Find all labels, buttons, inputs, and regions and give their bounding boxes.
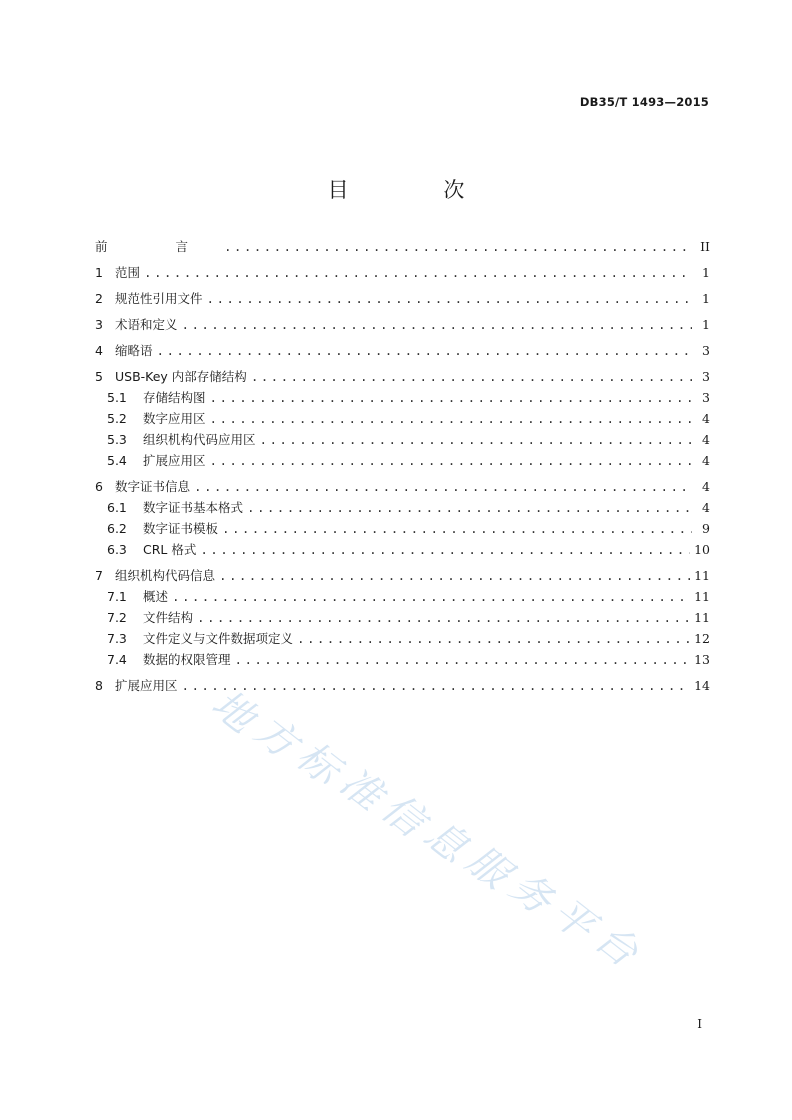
toc-entry-number: 6.3 <box>107 542 127 557</box>
table-of-contents <box>95 236 710 696</box>
toc-entry[interactable] <box>95 565 710 586</box>
toc-dot-leader <box>247 497 692 518</box>
toc-entry-label: 规范性引用文件 <box>115 291 203 306</box>
toc-entry-page: 3 <box>702 343 710 358</box>
toc-entry-label: 数字应用区 <box>143 411 206 426</box>
toc-entry-page: 4 <box>702 411 710 426</box>
toc-entry[interactable] <box>95 476 710 497</box>
toc-entry-page: 9 <box>702 521 710 536</box>
toc-dot-leader <box>210 408 692 429</box>
toc-dot-leader <box>297 628 690 649</box>
toc-dot-leader <box>207 288 692 309</box>
toc-entry-label: 概述 <box>143 589 169 604</box>
toc-entry-label: 术语和定义 <box>115 317 178 332</box>
toc-entry-page: 11 <box>694 589 710 604</box>
toc-dot-leader <box>194 476 692 497</box>
toc-entry-label: 数据的权限管理 <box>143 652 231 667</box>
toc-title: 目 次 <box>327 178 509 202</box>
toc-entry-label: 文件定义与文件数据项定义 <box>143 631 294 646</box>
toc-dot-leader <box>210 450 692 471</box>
toc-entry[interactable] <box>95 586 710 607</box>
toc-entry-label: 缩略语 <box>115 343 153 358</box>
toc-entry-label: 前 言 <box>95 239 220 254</box>
toc-entry-number: 7.2 <box>107 610 127 625</box>
toc-entry[interactable] <box>95 675 710 696</box>
toc-entry-page: 1 <box>702 265 710 280</box>
watermark-char: 台 <box>585 914 646 976</box>
toc-entry[interactable] <box>95 366 710 387</box>
page-number: I <box>697 1017 702 1031</box>
toc-dot-leader <box>235 649 691 670</box>
toc-entry-label: 数字证书信息 <box>115 479 191 494</box>
toc-dot-leader <box>200 539 690 560</box>
watermark-char: 信 <box>372 784 433 846</box>
toc-dot-leader <box>224 236 692 257</box>
toc-entry[interactable] <box>95 429 710 450</box>
toc-entry-page: 1 <box>702 317 710 332</box>
toc-entry-number: 7 <box>95 568 103 583</box>
toc-entry-number: 5.3 <box>107 432 127 447</box>
toc-entry-page: 3 <box>702 369 710 384</box>
toc-entry-label: 组织机构代码信息 <box>115 568 216 583</box>
toc-entry[interactable] <box>95 387 710 408</box>
toc-entry-number: 1 <box>95 265 103 280</box>
toc-entry[interactable] <box>95 518 710 539</box>
toc-entry-number: 4 <box>95 343 103 358</box>
toc-dot-leader <box>144 262 692 283</box>
toc-entry[interactable] <box>95 314 710 335</box>
toc-entry-page: 14 <box>694 678 710 693</box>
toc-entry-label: 扩展应用区 <box>143 453 206 468</box>
toc-entry-page: 11 <box>694 610 710 625</box>
toc-entry-number: 8 <box>95 678 103 693</box>
watermark-char: 服 <box>457 836 518 898</box>
toc-entry-label: 存储结构图 <box>143 390 206 405</box>
toc-entry[interactable] <box>95 262 710 283</box>
watermark-char: 地 <box>202 680 263 742</box>
standard-code: DB35/T 1493—2015 <box>579 95 709 109</box>
watermark-char: 息 <box>415 810 476 872</box>
toc-entry-page: 4 <box>702 453 710 468</box>
watermark-char: 准 <box>330 758 391 820</box>
toc-dot-leader <box>219 565 690 586</box>
toc-dot-leader <box>172 586 690 607</box>
toc-entry-page: 12 <box>694 631 710 646</box>
toc-entry-label: USB-Key 内部存储结构 <box>115 369 247 384</box>
toc-entry-page: 10 <box>694 542 710 557</box>
toc-entry-label: 范围 <box>115 265 141 280</box>
watermark-char: 平 <box>542 888 603 950</box>
toc-entry-page: 3 <box>702 390 710 405</box>
toc-entry-label: 数字证书基本格式 <box>143 500 244 515</box>
toc-dot-leader <box>251 366 692 387</box>
toc-entry-label: 数字证书模板 <box>143 521 219 536</box>
toc-entry-page: 11 <box>694 568 710 583</box>
toc-entry[interactable] <box>95 649 710 670</box>
toc-entry-number: 6.1 <box>107 500 127 515</box>
toc-entry[interactable] <box>95 628 710 649</box>
watermark-char: 标 <box>287 732 348 794</box>
toc-entry-page: 13 <box>694 652 710 667</box>
toc-entry[interactable] <box>95 236 710 257</box>
toc-entry-number: 5.4 <box>107 453 127 468</box>
toc-entry-number: 5.1 <box>107 390 127 405</box>
toc-entry-number: 6.2 <box>107 521 127 536</box>
toc-entry-label: 文件结构 <box>143 610 194 625</box>
toc-entry[interactable] <box>95 607 710 628</box>
toc-entry[interactable] <box>95 539 710 560</box>
toc-entry[interactable] <box>95 408 710 429</box>
toc-entry-number: 7.4 <box>107 652 127 667</box>
toc-entry-page: 4 <box>702 479 710 494</box>
toc-dot-leader <box>157 340 692 361</box>
toc-entry-number: 3 <box>95 317 103 332</box>
toc-entry-page: 1 <box>702 291 710 306</box>
toc-entry-number: 5.2 <box>107 411 127 426</box>
toc-entry-number: 7.1 <box>107 589 127 604</box>
toc-entry-label: 组织机构代码应用区 <box>143 432 256 447</box>
toc-entry[interactable] <box>95 288 710 309</box>
toc-dot-leader <box>197 607 690 628</box>
toc-entry-number: 6 <box>95 479 103 494</box>
toc-dot-leader <box>260 429 692 450</box>
toc-dot-leader <box>222 518 692 539</box>
toc-entry-page: II <box>700 239 710 254</box>
toc-entry[interactable] <box>95 497 710 518</box>
toc-entry-number: 7.3 <box>107 631 127 646</box>
toc-entry[interactable] <box>95 340 710 361</box>
watermark-char: 方 <box>245 706 306 768</box>
toc-entry-page: 4 <box>702 500 710 515</box>
toc-dot-leader <box>182 675 691 696</box>
toc-entry-label: 扩展应用区 <box>115 678 178 693</box>
toc-entry[interactable] <box>95 450 710 471</box>
watermark-char: 务 <box>500 862 561 924</box>
toc-dot-leader <box>210 387 692 408</box>
toc-entry-page: 4 <box>702 432 710 447</box>
toc-entry-number: 2 <box>95 291 103 306</box>
toc-dot-leader <box>182 314 692 335</box>
toc-entry-number: 5 <box>95 369 103 384</box>
toc-entry-label: CRL 格式 <box>143 542 197 557</box>
